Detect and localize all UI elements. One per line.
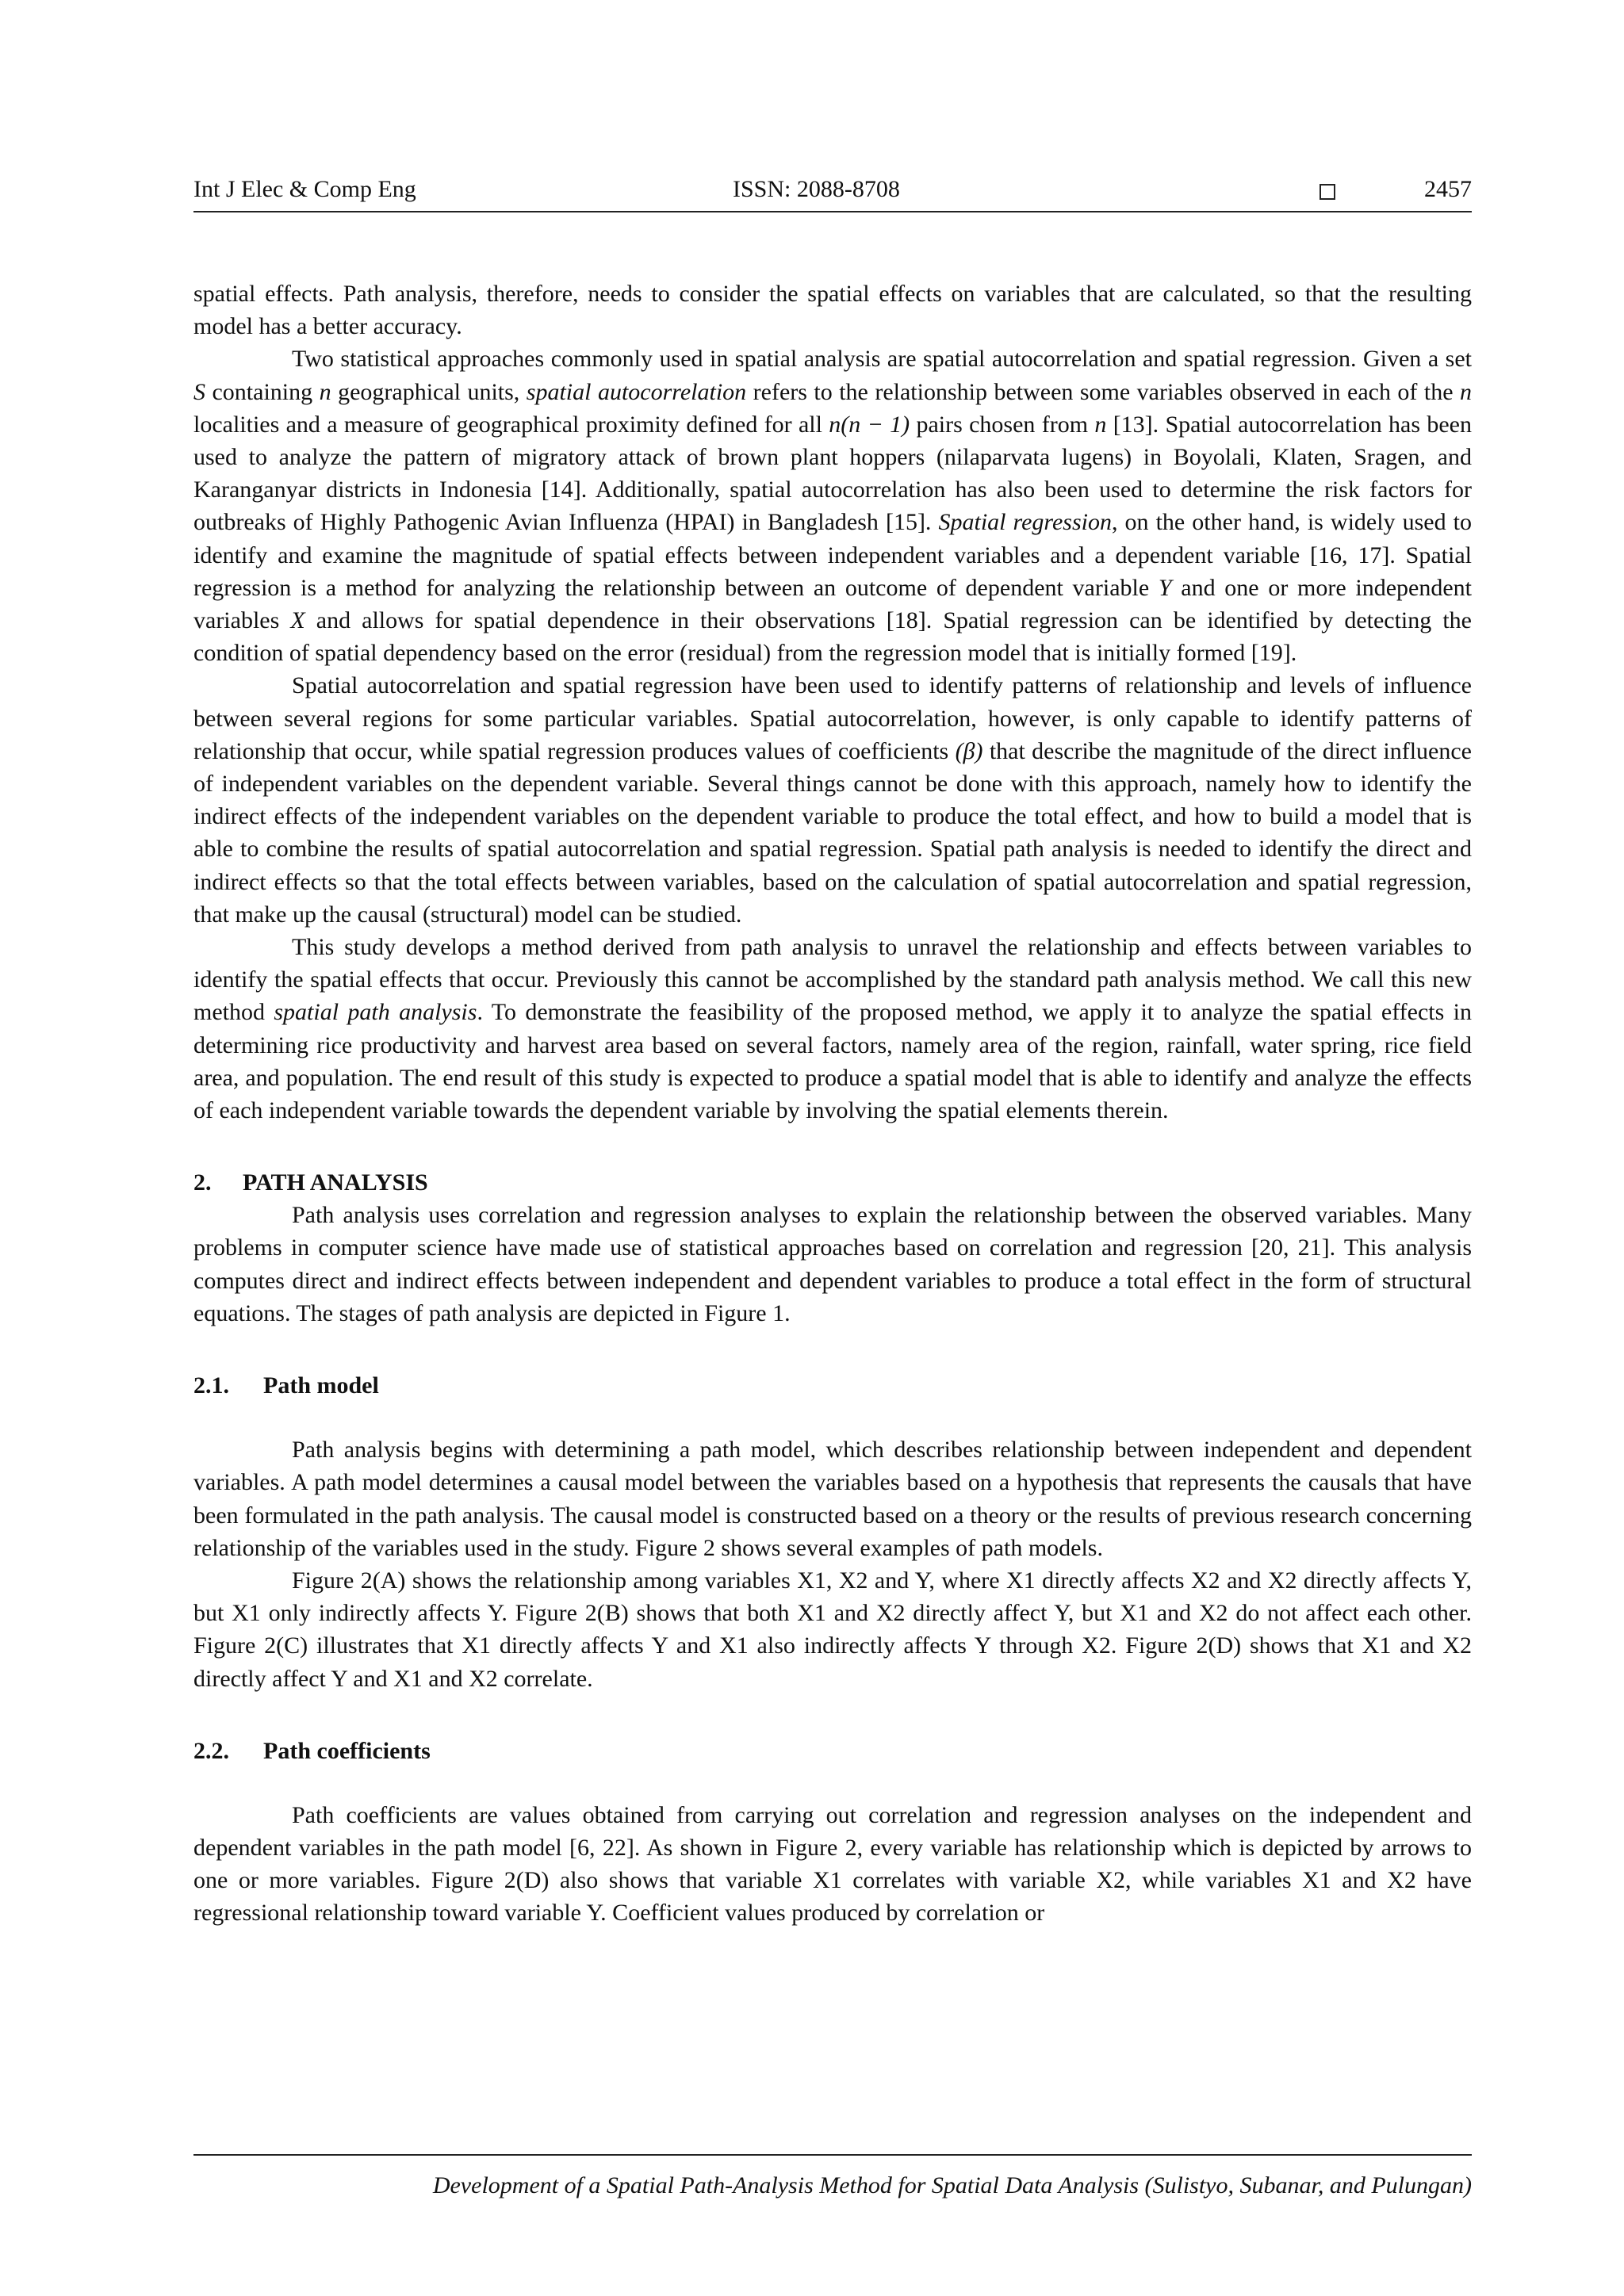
subsection-heading-path-coefficients: 2.2. Path coefficients bbox=[193, 1737, 431, 1764]
paragraph-path-analysis: Path analysis uses correlation and regression analyses to explain the relationship between the observed variables. Many problems in computer science have made use of statistical approaches based on correlation and regression [20, 21]. This analysis computes direct and indirect effects between independent and dependent variables to produce a total effect in the form of structural equations. The stages of path analysis are depicted in Figure 1. bbox=[193, 1202, 1472, 1326]
section-heading-path-analysis: 2. PATH ANALYSIS bbox=[193, 1169, 428, 1196]
page-number: 2457 bbox=[1424, 176, 1472, 202]
article-body bbox=[193, 277, 1472, 1930]
paragraph-figure-2: Figure 2(A) shows the relationship among variables X1, X2 and Y, where X1 directly affects X2 and X2 directly affects Y, but X1 only indirectly affects Y. Figure 2(B) shows that both X1 and X2 directly affect Y, but X1 and X2 do not affect each other. Figure 2(C) illustrates that X1 directly affects Y and X1 also indirectly affects Y through X2. Figure 2(D) shows that X1 and X2 directly affect Y and X1 and X2 correlate. bbox=[193, 1567, 1472, 1692]
square-icon bbox=[1320, 184, 1335, 200]
running-footer: Development of a Spatial Path-Analysis Method for Spatial Data Analysis (Sulistyo, Subanar, and Pulungan) bbox=[432, 2172, 1472, 2198]
paragraph-path-model: Path analysis begins with determining a path model, which describes relationship between independent and dependent variables. A path model determines a causal model between the variables based on a hypothesis that represents the causals that have been formulated in the path analysis. The causal model is constructed based on a theory or the results of previous research concerning relationship of the variables used in the study. Figure 2 shows several examples of path models. bbox=[193, 1437, 1472, 1561]
paragraph-path-coefficients: Path coefficients are values obtained from carrying out correlation and regression analyses on the independent and dependent variables in the path model [6, 22]. As shown in Figure 2, every variable has relationship which is depicted by arrows to one or more variables. Figure 2(D) also shows that variable X1 correlates with variable X2, while variables X1 and X2 have regressional relationship toward variable Y. Coefficient values produced by correlation or bbox=[193, 1801, 1472, 1927]
footer-rule bbox=[193, 2154, 1472, 2156]
paragraph-spatial-approaches: Two statistical approaches commonly used in spatial analysis are spatial autocorrelation and spatial regression. Given a set S containing n geographical units, spatial autocorrelation refers to the relationship between some variables observed in each of the n localities and a measure of geographical proximity defined for all n(n − 1) pairs chosen from n [13]. Spatial autocorrelation has been used to analyze the pattern of migratory attack of brown plant hoppers (nilaparvata lugens) in Boyolali, Klaten, Sragen, and Karanganyar districts in Indonesia [14]. Additionally, spatial autocorrelation has also been used to determine the risk factors for outbreaks of Highly Pathogenic Avian Influenza (HPAI) in Bangladesh [15]. Spatial regression, on the other hand, is widely used to identify and examine the magnitude of spatial effects between independent variables and a dependent variable [16, 17]. Spatial regression is a method for analyzing the relationship between an outcome of dependent variable Y and one or more independent variables X and allows for spatial dependence in their observations [18]. Spatial regression can be identified by detecting the condition of spatial dependency based on the error (residual) from the regression model that is initially formed [19]. bbox=[193, 346, 1473, 667]
journal-name: Int J Elec & Comp Eng bbox=[193, 176, 416, 202]
running-header bbox=[193, 176, 1472, 212]
issn: ISSN: 2088-8708 bbox=[733, 176, 900, 202]
paragraph-study-method: This study develops a method derived from path analysis to unravel the relationship and effects between variables to identify the spatial effects that occur. Previously this cannot be accomplished by the standard path analysis method. We call this new method spatial path analysis. To demonstrate the feasibility of the proposed method, we apply it to analyze the spatial effects in determining rice productivity and harvest area based on several factors, namely area of the region, rainfall, water spring, rice field area, and population. The end result of this study is expected to produce a spatial model that is able to identify and analyze the effects of each independent variable towards the dependent variable by involving the spatial elements therein. bbox=[193, 934, 1472, 1124]
paragraph-autocorrelation-regression: Spatial autocorrelation and spatial regression have been used to identify patterns of relationship and levels of influence between several regions for some particular variables. Spatial autocorrelation, however, is only capable to identify patterns of relationship that occur, while spatial regression produces values of coefficients (β) that describe the magnitude of the direct influence of independent variables on the dependent variable. Several things cannot be done with this approach, namely how to identify the indirect effects of the independent variables on the dependent variable to produce the total effect, and how to build a model that is able to combine the results of spatial autocorrelation and spatial regression. Spatial path analysis is needed to identify the direct and indirect effects so that the total effects between variables, based on the calculation of spatial autocorrelation and spatial regression, that make up the causal (structural) model can be studied. bbox=[193, 672, 1472, 928]
paragraph-continuation: spatial effects. Path analysis, therefore, needs to consider the spatial effects on variables that are calculated, so that the resulting model has a better accuracy. bbox=[193, 281, 1472, 340]
subsection-heading-path-model: 2.1. Path model bbox=[193, 1372, 379, 1399]
